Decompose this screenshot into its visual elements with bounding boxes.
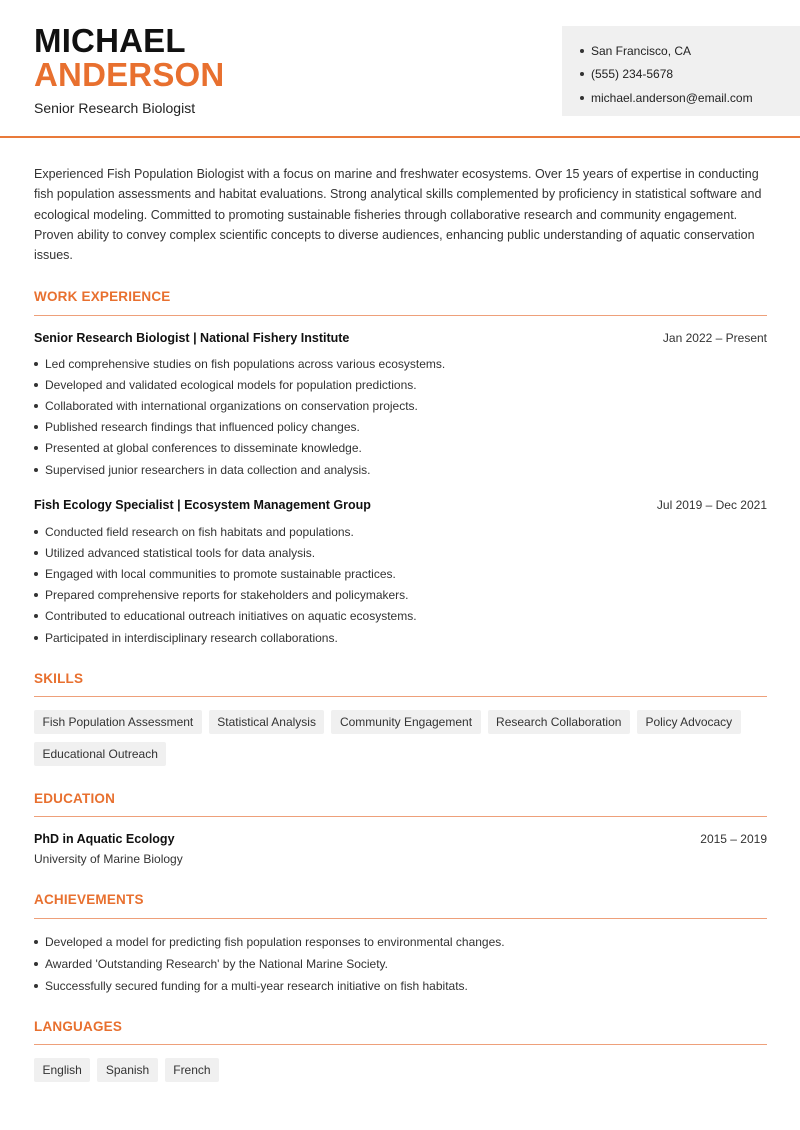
list-item	[34, 931, 769, 953]
list-item-text: Engaged with local communities to promote sustainable practices.	[45, 566, 396, 581]
list-item-text: Led comprehensive studies on fish populations across various ecosystems.	[45, 356, 446, 371]
job-title: Senior Research Biologist | National Fishery Institute	[34, 331, 350, 345]
list-item-text: Published research findings that influenced policy changes.	[45, 420, 360, 435]
list-item	[34, 438, 769, 459]
list-item-text: Successfully secured funding for a multi-year research initiative on fish habitats.	[45, 979, 468, 993]
email-link[interactable]: michael.anderson@email.com	[591, 90, 753, 105]
bullet-icon	[34, 425, 38, 429]
section-title-education: EDUCATION	[34, 791, 116, 806]
bullet-icon	[34, 362, 38, 366]
list-item	[34, 542, 769, 563]
list-item-text: Conducted field research on fish habitats and populations.	[45, 524, 354, 539]
languages-tags	[34, 1058, 774, 1090]
section-title-languages: LANGUAGES	[34, 1019, 123, 1034]
resume-header	[0, 0, 800, 138]
job-role: Senior Research Biologist	[34, 100, 196, 116]
list-item-text: Presented at global conferences to disseminate knowledge.	[45, 441, 362, 456]
bullet-icon	[34, 962, 38, 966]
bullet-icon	[580, 49, 584, 53]
section-divider	[34, 315, 767, 316]
school-name: University of Marine Biology	[34, 852, 183, 866]
list-item-text: Utilized advanced statistical tools for data analysis.	[45, 545, 316, 560]
list-item	[34, 975, 769, 997]
bullet-icon	[34, 468, 38, 472]
list-item	[34, 374, 769, 395]
education-dates: 2015 – 2019	[700, 832, 767, 846]
degree-title: PhD in Aquatic Ecology	[34, 832, 175, 846]
skill-tag: Fish Population Assessment	[34, 710, 202, 734]
bullet-icon	[580, 96, 584, 100]
contact-location	[580, 39, 800, 63]
skills-tags	[34, 710, 774, 774]
job-dates: Jan 2022 – Present	[662, 331, 767, 345]
language-tag: French	[165, 1058, 219, 1082]
contact-box	[562, 26, 800, 116]
language-tag: Spanish	[97, 1058, 157, 1082]
bullet-icon	[34, 530, 38, 534]
list-item-text: Collaborated with international organizations on conservation projects.	[45, 398, 418, 413]
job-dates: Jul 2019 – Dec 2021	[656, 498, 767, 512]
contact-phone	[580, 63, 800, 87]
list-item	[34, 395, 769, 416]
list-item	[34, 353, 769, 374]
last-name: ANDERSON	[34, 56, 225, 93]
bullet-icon	[34, 984, 38, 988]
list-item-text: Awarded 'Outstanding Research' by the National Marine Society.	[45, 957, 388, 971]
list-item	[34, 953, 769, 975]
skill-tag: Research Collaboration	[488, 710, 630, 734]
bullet-icon	[34, 551, 38, 555]
section-divider	[34, 918, 767, 919]
section-title-work: WORK EXPERIENCE	[34, 289, 171, 304]
job-bullets	[34, 353, 769, 480]
list-item	[34, 585, 769, 606]
bullet-icon	[34, 446, 38, 450]
bullet-icon	[34, 593, 38, 597]
achievements-list	[34, 931, 769, 997]
list-item-text: Prepared comprehensive reports for stakeholders and policymakers.	[45, 588, 409, 603]
bullet-icon	[34, 383, 38, 387]
list-item	[34, 563, 769, 584]
bullet-icon	[34, 614, 38, 618]
skill-tag: Educational Outreach	[34, 742, 166, 766]
section-divider	[34, 816, 767, 817]
list-item	[34, 521, 769, 542]
profile-summary: Experienced Fish Population Biologist with a focus on marine and freshwater ecosystems. Over 15 years of expertise in conducting fish population assessments and habitat evaluations. Strong analytical skills complemented by proficiency in statistical software and ecological modeling. Committed to promoting sustainable fisheries through collaborative research and community engagement. Proven ability to convey complex scientific concepts to diverse audiences, enhancing public understanding of aquatic conservation issues.	[34, 167, 762, 263]
job-title: Fish Ecology Specialist | Ecosystem Management Group	[34, 498, 371, 512]
list-item-text: Contributed to educational outreach initiatives on aquatic ecosystems.	[45, 609, 417, 624]
list-item-text: Supervised junior researchers in data collection and analysis.	[45, 462, 371, 477]
skill-tag: Statistical Analysis	[209, 710, 325, 734]
list-item	[34, 627, 769, 648]
list-item	[34, 417, 769, 438]
contact-email[interactable]	[580, 86, 800, 110]
list-item-text: Developed and validated ecological models for population predictions.	[45, 377, 417, 392]
first-name: MICHAEL	[34, 22, 186, 59]
phone-text: (555) 234-5678	[591, 67, 674, 82]
section-title-achievements: ACHIEVEMENTS	[34, 892, 144, 907]
list-item-text: Developed a model for predicting fish population responses to environmental changes.	[45, 935, 505, 949]
bullet-icon	[34, 404, 38, 408]
skill-tag: Policy Advocacy	[637, 710, 741, 734]
list-item	[34, 606, 769, 627]
bullet-icon	[34, 940, 38, 944]
location-text: San Francisco, CA	[591, 43, 692, 58]
job-bullets	[34, 521, 769, 648]
section-divider	[34, 1044, 767, 1045]
bullet-icon	[34, 636, 38, 640]
list-item-text: Participated in interdisciplinary research collaborations.	[45, 630, 338, 645]
section-title-skills: SKILLS	[34, 671, 84, 686]
bullet-icon	[580, 72, 584, 76]
section-divider	[34, 696, 767, 697]
bullet-icon	[34, 572, 38, 576]
language-tag: English	[34, 1058, 90, 1082]
skill-tag: Community Engagement	[331, 710, 480, 734]
list-item	[34, 459, 769, 480]
